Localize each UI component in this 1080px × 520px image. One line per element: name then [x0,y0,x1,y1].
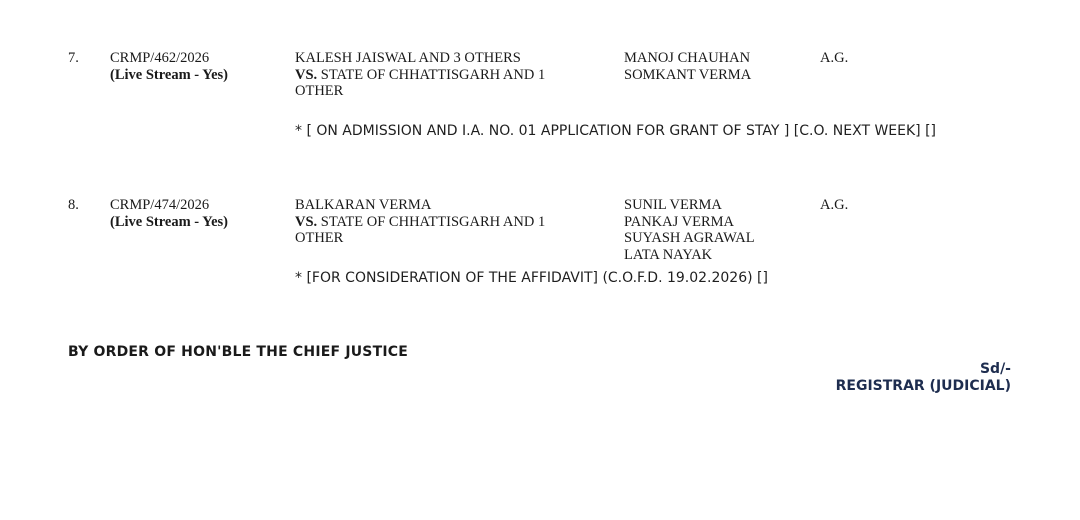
respondent-name-cont: OTHER [295,83,344,99]
advocate-name: LATA NAYAK [624,246,713,263]
petitioner-name: KALESH JAISWAL AND 3 OTHERS [295,50,521,66]
respondent-name: STATE OF CHHATTISGARH AND 1 [320,213,546,230]
advocates-block [624,50,751,83]
advocate-name: MANOJ CHAUHAN [624,50,751,66]
respondent-name-cont: OTHER [295,230,344,246]
case-note: * [FOR CONSIDERATION OF THE AFFIDAVIT] (C.O.F.D. 19.02.2026) [] [295,270,768,286]
respondent-counsel: A.G. [820,50,849,66]
case-note: * [ ON ADMISSION AND I.A. NO. 01 APPLICATION FOR GRANT OF STAY ] [C.O. NEXT WEEK] [] [295,123,937,139]
signature-block [836,361,1011,395]
serial-number: 8. [68,197,79,213]
respondent-counsel: A.G. [820,197,849,213]
respondent-name: STATE OF CHHATTISGARH AND 1 [320,66,546,83]
serial-number: 7. [68,50,79,66]
registrar-designation: REGISTRAR (JUDICIAL) [835,378,1011,394]
live-stream-status: (Live Stream - Yes) [110,66,228,83]
versus-label: VS. [295,66,318,83]
versus-label: VS. [295,213,318,230]
order-statement: BY ORDER OF HON'BLE THE CHIEF JUSTICE [68,344,408,360]
petitioner-name: BALKARAN VERMA [295,197,432,213]
case-number: CRMP/474/2026 [110,197,210,213]
case-number-block [110,197,228,230]
parties-block [295,197,545,247]
case-number-block [110,50,228,83]
advocates-block [624,197,755,263]
advocate-name: SOMKANT VERMA [624,66,752,83]
advocate-name: SUYASH AGRAWAL [624,230,755,246]
advocate-name: SUNIL VERMA [624,197,722,213]
case-number: CRMP/462/2026 [110,50,210,66]
parties-block [295,50,545,100]
live-stream-status: (Live Stream - Yes) [110,213,228,230]
signature-mark: Sd/- [979,361,1011,377]
advocate-name: PANKAJ VERMA [624,213,734,230]
